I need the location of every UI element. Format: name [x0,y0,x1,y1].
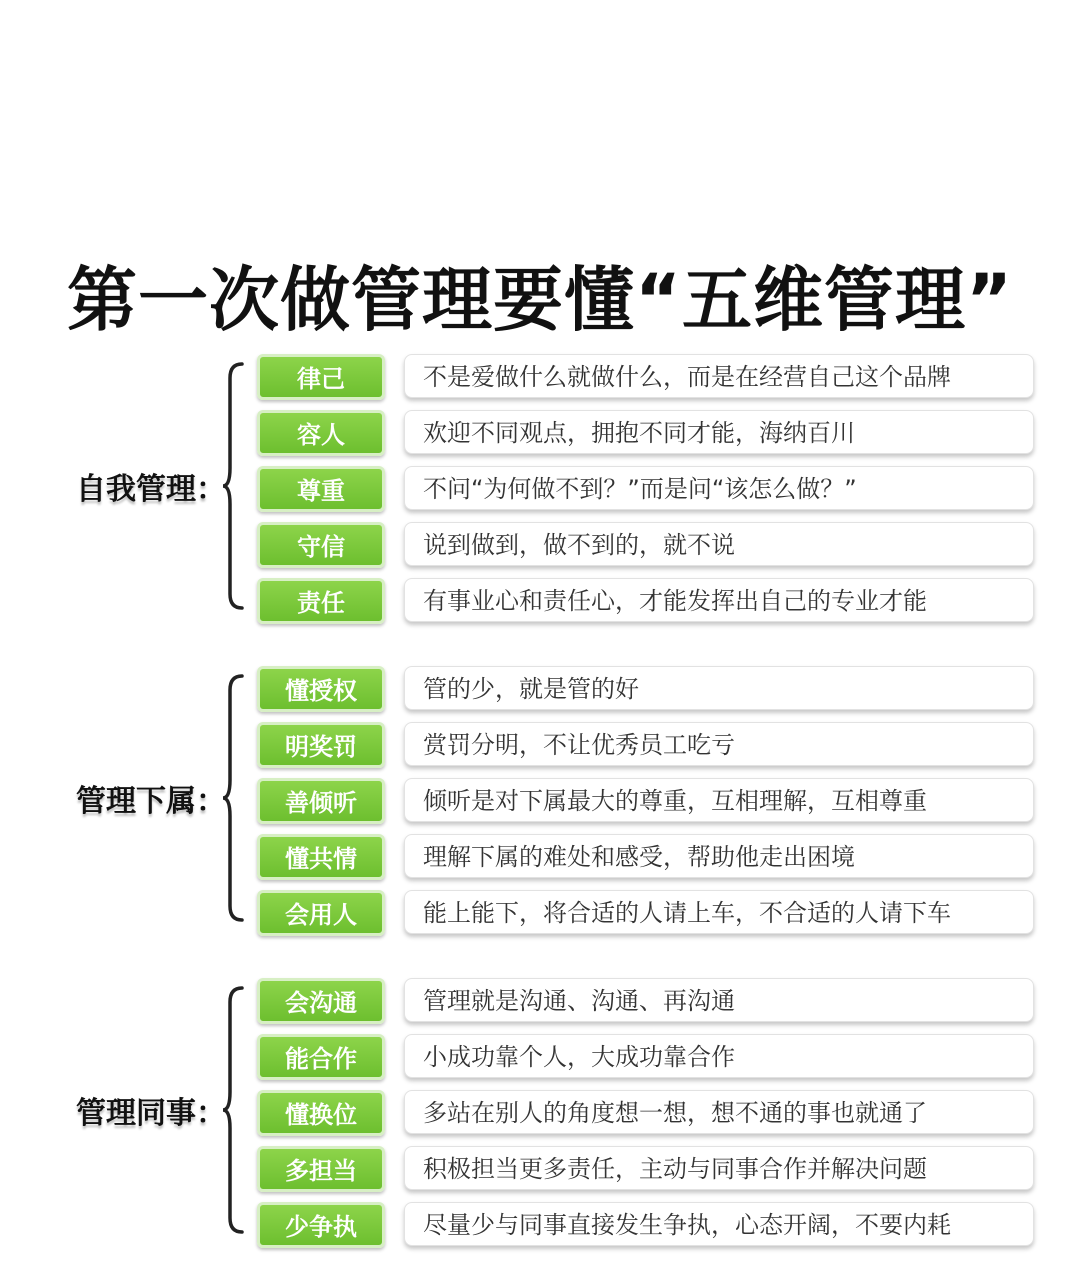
list-item [0,410,1080,458]
item-tag: 善倾听 [257,778,385,824]
item-desc: 积极担当更多责任，主动与同事合作并解决问题 [404,1146,1034,1190]
page-title: 第一次做管理要懂“五维管理” [66,259,1013,341]
item-desc: 不是爱做什么就做什么，而是在经营自己这个品牌 [404,354,1034,398]
section-label: 管理下属： [76,784,226,819]
item-tag: 懂换位 [257,1090,385,1136]
item-tag: 容人 [257,410,385,456]
item-desc: 不问“为何做不到？”而是问“该怎么做？” [404,466,1034,510]
item-tag: 多担当 [257,1146,385,1192]
item-tag: 责任 [257,578,385,624]
item-desc: 能上能下，将合适的人请上车，不合适的人请下车 [404,890,1034,934]
item-desc: 赏罚分明，不让优秀员工吃亏 [404,722,1034,766]
list-item [0,1146,1080,1194]
list-item [0,834,1080,882]
item-desc: 理解下属的难处和感受，帮助他走出困境 [404,834,1034,878]
item-tag: 守信 [257,522,385,568]
item-tag: 懂授权 [257,666,385,712]
item-tag: 会用人 [257,890,385,936]
list-item [0,778,1080,826]
list-item [0,666,1080,714]
item-desc: 欢迎不同观点，拥抱不同才能，海纳百川 [404,410,1034,454]
list-item [0,1090,1080,1138]
section-manage-colleagues [0,974,1080,1264]
list-item [0,466,1080,514]
list-item [0,578,1080,626]
item-tag: 少争执 [257,1202,385,1248]
list-item [0,978,1080,1026]
section-label: 自我管理： [76,472,226,507]
list-item [0,890,1080,938]
item-desc: 有事业心和责任心，才能发挥出自己的专业才能 [404,578,1034,622]
list-item [0,1202,1080,1250]
item-desc: 管理就是沟通、沟通、再沟通 [404,978,1034,1022]
item-desc: 多站在别人的角度想一想，想不通的事也就通了 [404,1090,1034,1134]
item-tag: 会沟通 [257,978,385,1024]
item-tag: 懂共情 [257,834,385,880]
item-tag: 尊重 [257,466,385,512]
list-item [0,722,1080,770]
item-desc: 小成功靠个人，大成功靠合作 [404,1034,1034,1078]
item-tag: 能合作 [257,1034,385,1080]
item-desc: 倾听是对下属最大的尊重，互相理解，互相尊重 [404,778,1034,822]
item-desc: 尽量少与同事直接发生争执，心态开阔，不要内耗 [404,1202,1034,1246]
item-desc: 说到做到，做不到的，就不说 [404,522,1034,566]
list-item [0,354,1080,402]
item-tag: 律己 [257,354,385,400]
section-self-management [0,350,1080,640]
list-item [0,1034,1080,1082]
list-item [0,522,1080,570]
section-manage-subordinates [0,662,1080,952]
item-tag: 明奖罚 [257,722,385,768]
item-desc: 管的少，就是管的好 [404,666,1034,710]
section-label: 管理同事： [76,1096,226,1131]
